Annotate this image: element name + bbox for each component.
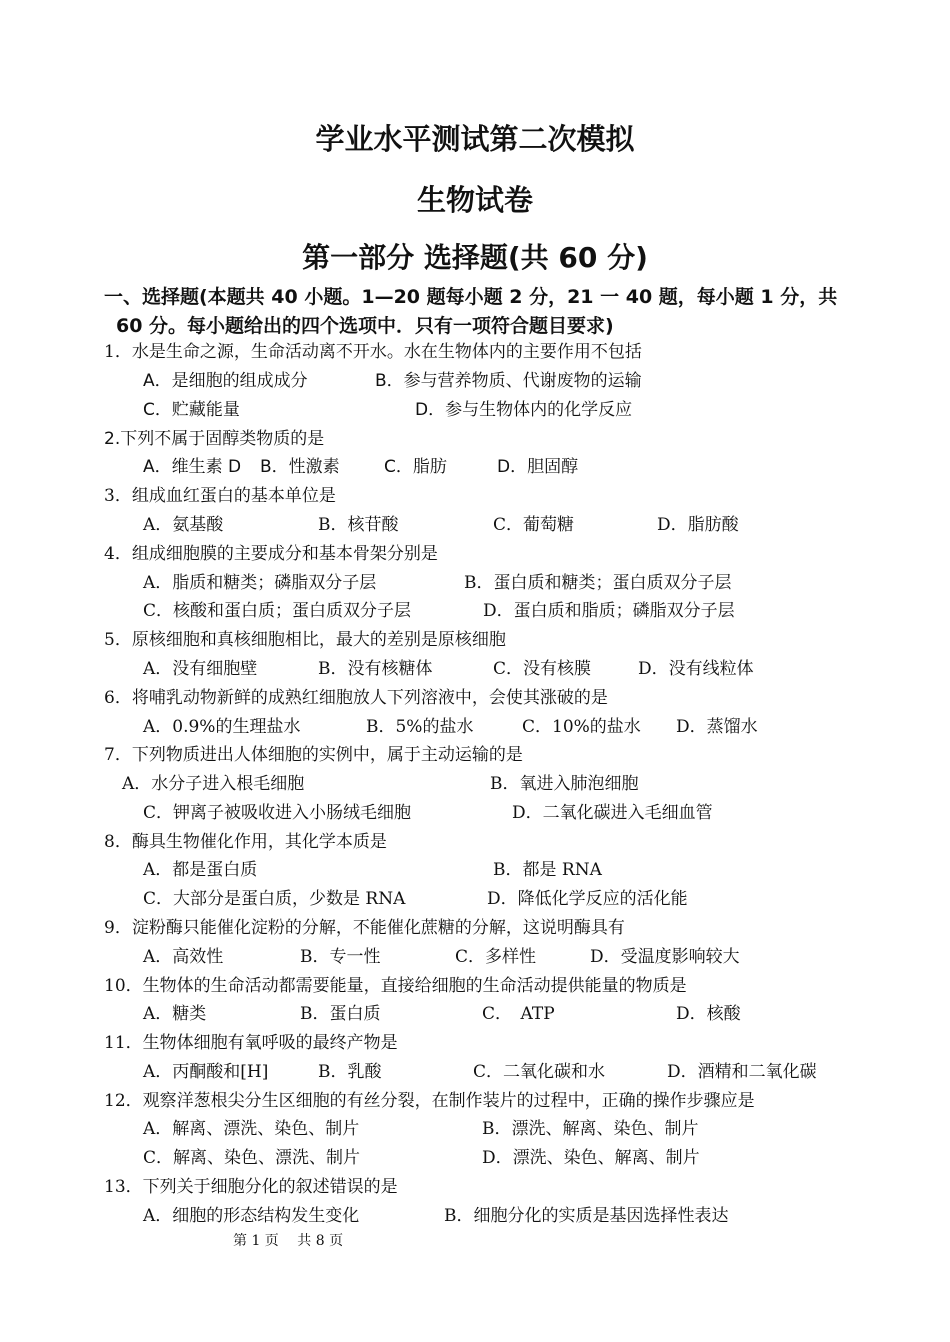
option: A．没有细胞壁	[143, 659, 258, 679]
option: A．糖类	[143, 1004, 207, 1024]
option: A．水分子进入根毛细胞	[122, 774, 305, 794]
instructions-line-1: 一、选择题(本题共 40 小题。1—20 题每小题 2 分，21 一 40 题，每小题 1 分，共	[104, 286, 838, 308]
option: D．参与生物体内的化学反应	[415, 400, 633, 420]
option: C． ATP	[482, 1004, 555, 1024]
option: C．二氧化碳和水	[473, 1062, 606, 1082]
option: C．10%的盐水	[522, 717, 641, 737]
option: D．降低化学反应的活化能	[487, 889, 688, 909]
option: B．蛋白质和糖类；蛋白质双分子层	[464, 573, 732, 593]
instructions-line-2: 60 分。每小题给出的四个选项中．只有一项符合题目要求)	[116, 315, 614, 337]
question-stem: 5．原核细胞和真核细胞相比，最大的差别是原核细胞	[104, 630, 506, 650]
option: D．没有线粒体	[638, 659, 754, 679]
question-stem: 11．生物体细胞有氧呼吸的最终产物是	[104, 1033, 398, 1053]
option: B．没有核糖体	[318, 659, 433, 679]
question-stem: 7．下列物质进出人体细胞的实例中，属于主动运输的是	[104, 745, 523, 765]
option: B．细胞分化的实质是基因选择性表达	[444, 1206, 729, 1226]
option: A．氨基酸	[143, 515, 224, 535]
option: D．脂肪酸	[657, 515, 739, 535]
option: D．蒸馏水	[676, 717, 758, 737]
option: C．脂肪	[384, 457, 447, 477]
option: A．细胞的形态结构发生变化	[143, 1206, 360, 1226]
question-stem: 2.下列不属于固醇类物质的是	[104, 429, 325, 449]
option: D．二氧化碳进入毛细血管	[512, 803, 713, 823]
option: C．核酸和蛋白质；蛋白质双分子层	[143, 601, 412, 621]
part-heading: 第一部分 选择题(共 60 分)	[302, 241, 648, 274]
option: C．钾离子被吸收进入小肠绒毛细胞	[143, 803, 412, 823]
option: D．漂洗、染色、解离、制片	[482, 1148, 700, 1168]
option: C．贮藏能量	[143, 400, 240, 420]
option: A．都是蛋白质	[143, 860, 258, 880]
question-stem: 13．下列关于细胞分化的叙述错误的是	[104, 1177, 398, 1197]
option: B．漂洗、解离、染色、制片	[482, 1119, 699, 1139]
option: C．葡萄糖	[493, 515, 575, 535]
option: A．丙酮酸和[H]	[143, 1062, 269, 1082]
option: B．乳酸	[318, 1062, 382, 1082]
option: B．都是 RNA	[493, 860, 602, 880]
option: B．5%的盐水	[366, 717, 474, 737]
option: A．0.9%的生理盐水	[143, 717, 301, 737]
question-stem: 4．组成细胞膜的主要成分和基本骨架分别是	[104, 544, 438, 564]
subject-title: 生物试卷	[416, 183, 533, 217]
question-stem: 1．水是生命之源，生命活动离不开水。水在生物体内的主要作用不包括	[104, 342, 642, 362]
option: D．核酸	[676, 1004, 741, 1024]
option: A．维生素 D	[143, 457, 242, 477]
question-stem: 10．生物体的生命活动都需要能量，直接给细胞的生命活动提供能量的物质是	[104, 976, 687, 996]
option: D．受温度影响较大	[590, 947, 740, 967]
option: C．大部分是蛋白质，少数是 RNA	[143, 889, 406, 909]
option: B．蛋白质	[300, 1004, 381, 1024]
section-instructions	[104, 283, 854, 341]
option: B．氧进入肺泡细胞	[490, 774, 639, 794]
option: B．核苷酸	[318, 515, 399, 535]
option: A．脂质和糖类；磷脂双分子层	[143, 573, 377, 593]
option: D．蛋白质和脂质；磷脂双分子层	[483, 601, 735, 621]
option: A．是细胞的组成成分	[143, 371, 308, 391]
option: A．高效性	[143, 947, 224, 967]
option: A．解离、漂洗、染色、制片	[143, 1119, 360, 1139]
option: C．多样性	[455, 947, 537, 967]
question-stem: 6．将哺乳动物新鲜的成熟红细胞放人下列溶液中，会使其涨破的是	[104, 688, 608, 708]
exam-title: 学业水平测试第二次模拟	[315, 122, 635, 156]
question-stem: 8．酶具生物催化作用，其化学本质是	[104, 832, 387, 852]
page-number: 第 1 页 共 8 页	[233, 1233, 344, 1249]
option: B．性激素	[260, 457, 340, 477]
question-stem: 12．观察洋葱根尖分生区细胞的有丝分裂，在制作装片的过程中，正确的操作步骤应是	[104, 1091, 755, 1111]
option: B．参与营养物质、代谢废物的运输	[375, 371, 642, 391]
option: B．专一性	[300, 947, 381, 967]
question-stem: 3．组成血红蛋白的基本单位是	[104, 486, 336, 506]
question-stem: 9．淀粉酶只能催化淀粉的分解，不能催化蔗糖的分解，这说明酶具有	[104, 918, 625, 938]
option: C．解离、染色、漂洗、制片	[143, 1148, 361, 1168]
option: D．胆固醇	[497, 457, 579, 477]
option: C．没有核膜	[493, 659, 592, 679]
option: D．酒精和二氧化碳	[667, 1062, 817, 1082]
